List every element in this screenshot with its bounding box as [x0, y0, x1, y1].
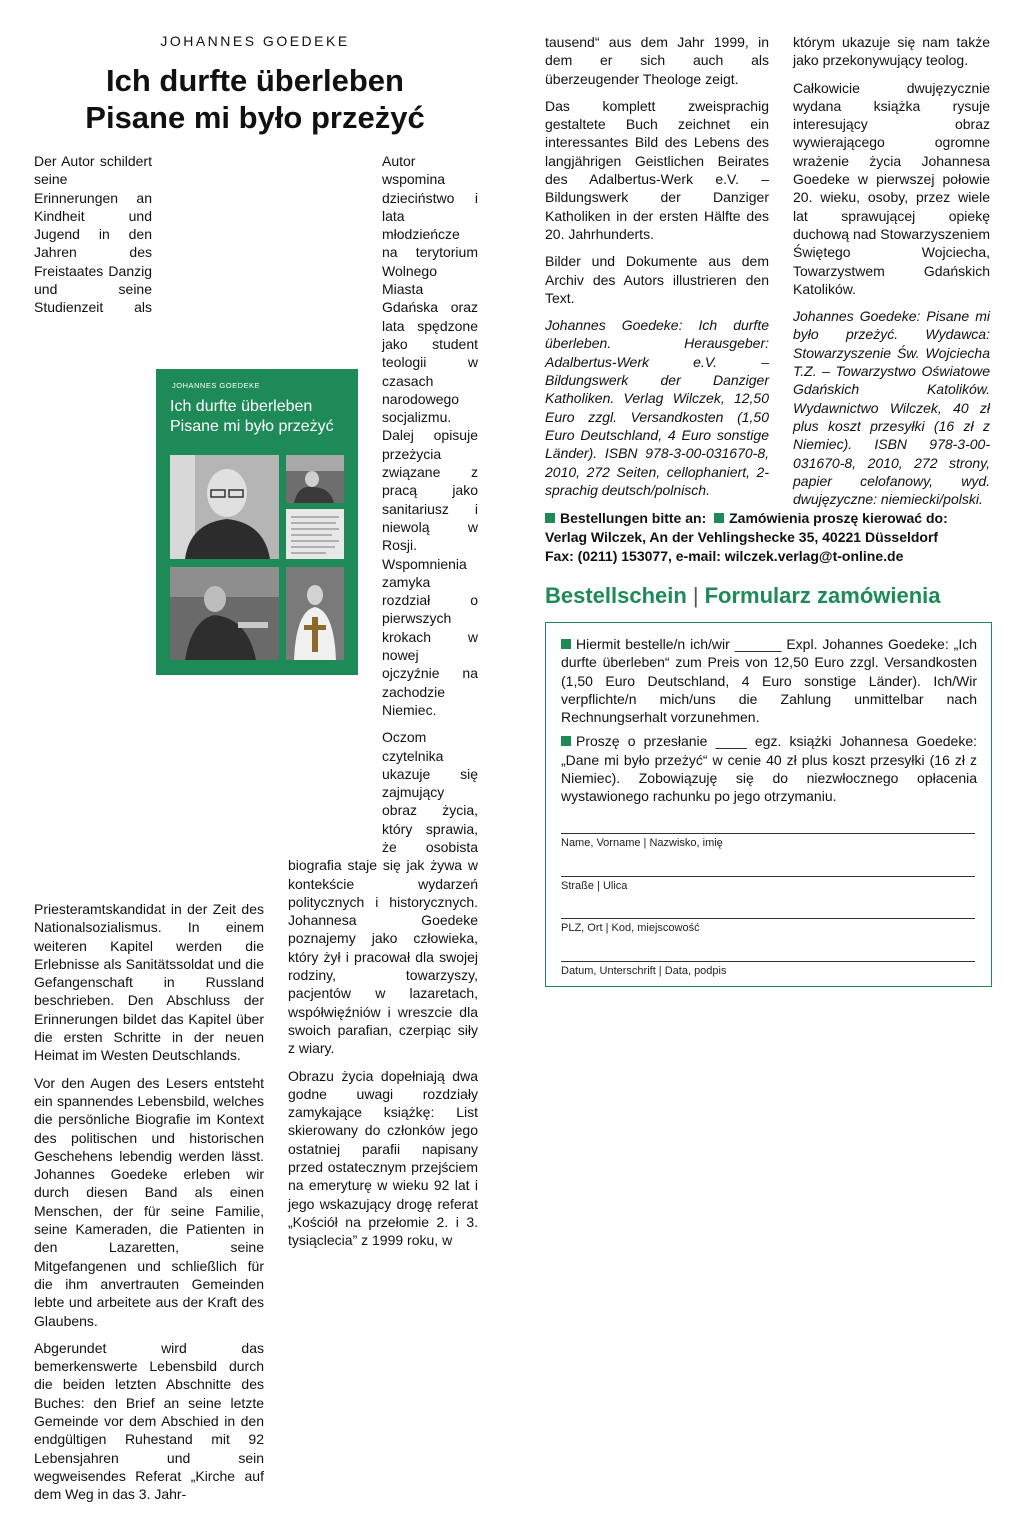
paragraph: Vor den Augen des Lesers entsteht ein spannendes Lebensbild, welches die persönliche Biografie im Kontext des politischen und historischen Geschehens lebendig werden lässt. Johannes Goedeke erleben wir durch diesen Band als einen Menschen, der für seine Familie, seine Kameraden, die Patienten in den Lazaretten, seine Mitgefangenen und schließlich für die ihm anvertrauten Gemeinden lebte und arbeitete aus der Kraft des Glaubens.: [34, 1074, 264, 1329]
green-square-icon: [561, 639, 571, 649]
signature-field-line[interactable]: [561, 961, 975, 962]
paragraph: Całkowicie dwujęzycznie wydana książka rysuje interesujący obraz wywierającego ogromne wrażenie życia Johannesa Goedeke w pierwszej połowie 20. wieku, osoby, przez wiele lat sprawującej opiekę duchową nad Stowarzyszeniem Świętego Wojciecha, Towarzystwem Gdańskich Katolików.: [793, 79, 990, 297]
heading-german: Bestellschein: [545, 583, 687, 608]
cover-author: JOHANNES GOEDEKE: [172, 381, 261, 390]
priest-photo: [286, 567, 344, 660]
cover-title-german: Ich durfte überleben: [170, 398, 313, 415]
paragraph: tausend“ aus dem Jahr 1999, in dem er sich auch als überzeugender Theologe zeigt.: [545, 34, 769, 87]
publisher-contact: Fax: (0211) 153077, e-mail: wilczek.verlag@t-online.de: [545, 548, 904, 564]
portrait-photo: [170, 455, 279, 559]
paragraph: Das komplett zweisprachig gestaltete Buch zeichnet ein interessantes Bild des Lebens des langjährigen Geistlichen Beirates des Adalbertus-Werk e.V. – Bildungswerk der Danziger Katholiken in der ersten Hälfte des 20. Jahrhunderts.: [545, 97, 769, 242]
article-title: [30, 62, 480, 136]
book-details-polish: Johannes Goedeke: Pisane mi było przeżyć. Wydawca: Stowarzyszenie Św. Wojciecha T.Z. – Towarzystwo Oświatowe Gdańskich Katolików. Wydawnictwo Wilczek, 40 zł plus koszt przesyłki (16 zł z Niemiec). ISBN 978-3-00-031670-8, 2010, 272 strony, papier celofanowy, wyd. dwujęzyczne: niemiecki/polski.: [793, 308, 990, 508]
book-cover: [156, 369, 358, 675]
paragraph: Obrazu życia dopełniają dwa godne uwagi rozdziały zamykające książkę: List skierowany do członków jego ostatniej parafii napisany przed ostatecznym przejściem na emeryturę w wieku 92 lat i jego wskazujący drogę referat „Kościół na przełomie 2. i 3. tysiąclecia” z 1999 roku, w: [288, 1067, 478, 1249]
paragraph: Bilder und Dokumente aus dem Archiv des Autors illustrieren den Text.: [545, 253, 769, 306]
order-form: [545, 622, 992, 987]
order-label-german: Bestellungen bitte an:: [560, 510, 707, 526]
title-polish: Pisane mi było przeżyć: [85, 100, 425, 135]
name-field-label: Name, Vorname | Nazwisko, imię: [561, 837, 723, 849]
heading-separator: |: [692, 583, 699, 608]
paragraph: którym ukazuje się nam także jako przekonywujący teolog.: [793, 34, 990, 69]
heading-polish: Formularz zamówienia: [704, 583, 941, 608]
title-german: Ich durfte überleben: [106, 63, 404, 98]
cover-title-polish: Pisane mi było przeżyć: [170, 418, 334, 435]
column-polish-2: [793, 33, 990, 517]
order-text-german-body: Hiermit bestelle/n ich/wir ______ Expl. Johannes Goedeke: „Ich durfte überleben“ zum Preis von 12,50 Euro zzgl. Versandkosten (1,50 Euro Deutschland, 4 Euro sonstige Länder). Ich/Wir verpflichte/n mich/uns die Zahlung unmittelbar nach Rechnungserhalt vorzunehmen.: [561, 636, 977, 726]
order-info: [545, 509, 995, 566]
column-polish-1: [288, 152, 478, 1259]
paragraph: Oczom czytelnika ukazuje się zajmujący obraz życia, który sprawia, że osobista biografia staje się jak żywa w kontekście wydarzeń politycznych i historycznych. Johannesa Goedeke poznajemy jako człowieka, który żył i pracował dla swojej rodziny, towarzyszy, pacjentów w lazaretach, współwięźniów i wreszcie dla swoich parafian, czerpiąc siły z wiary.: [288, 729, 478, 1057]
green-square-icon: [561, 736, 571, 746]
soldier-photo: [286, 455, 344, 503]
order-form-text: [561, 635, 977, 812]
name-field-line[interactable]: [561, 833, 975, 834]
author-name: JOHANNES GOEDEKE: [160, 33, 350, 49]
city-field-line[interactable]: [561, 918, 975, 919]
man-photo: [170, 567, 279, 660]
column-german-2: [545, 33, 769, 508]
book-details-german: Johannes Goedeke: Ich durfte überleben. Herausgeber: Adalbertus-Werk e.V. – Bildungswerk der Danziger Katholiken. Verlag Wilczek, 12,50 Euro zzgl. Versandkosten (1,50 Euro Deutschland, 4 Euro sonstige Länder). ISBN 978-3-00-031670-8, 2010, 272 Seiten, cellophaniert, 2-sprachig deutsch/polnisch.: [545, 317, 769, 498]
signature-field-label: Datum, Unterschrift | Data, podpis: [561, 965, 727, 977]
order-line-1: [545, 509, 995, 528]
street-field-label: Straße | Ulica: [561, 880, 628, 892]
order-text-polish: [561, 732, 977, 805]
green-square-icon: [545, 513, 555, 523]
paragraph: Der Autor schildert seine Erinnerungen an Kindheit und Jugend in den Jahren des Freistaates Danzig und seine Studienzeit als Priesteramtskandidat in der Zeit des Nationalsozialismus. In einem weiteren Kapitel werden die Erlebnisse als Sanitätssoldat und die Gefangenschaft in Russland beschrieben. Den Abschluss der Erinnerungen bildet das Kapitel über die ersten Schritte in der neuen Heimat im Westen Deutschlands.: [34, 153, 264, 1064]
green-square-icon: [714, 513, 724, 523]
publisher-address: Verlag Wilczek, An der Vehlingshecke 35, 40221 Düsseldorf: [545, 529, 939, 545]
order-text-polish-body: Proszę o przesłanie ____ egz. książki Johannesa Goedeke: „Dane mi było przeżyć“ w cenie 40 zł plus koszt przesyłki (16 zł z Niemiec). Zobowiązuję się do niezwłocznego opłacenia wystawionego rachunku po jego otrzymaniu.: [561, 733, 977, 805]
order-label-polish: Zamówienia proszę kierować do:: [729, 510, 948, 526]
city-field-label: PLZ, Ort | Kod, miejscowość: [561, 922, 700, 934]
cover-title: [170, 397, 334, 437]
order-form-heading: [545, 583, 941, 609]
order-text-german: [561, 635, 977, 726]
street-field-line[interactable]: [561, 876, 975, 877]
paragraph: Autor wspomina dzieciństwo i lata młodzieńcze na terytorium Wolnego Miasta Gdańska oraz lata spędzone jako student teologii w czasach narodowego socjalizmu. Dalej opisuje przeżycia związane z pracą jako sanitariusz i niewolą w Rosji. Wspomnienia zamyka rozdział o pierwszych krokach w nowej ojczyźnie na zachodzie Niemiec.: [382, 153, 478, 718]
document-photo: [286, 509, 344, 559]
column-german-1: [34, 152, 264, 1513]
paragraph: Abgerundet wird das bemerkenswerte Lebensbild durch die beiden letzten Abschnitte des Buches: den Brief an seine letzte Gemeinde vor dem Abschied in den endgültigen Ruhestand mit 92 Lebensjahren und sein wegweisendes Referat „Kirche auf dem Weg in das 3. Jahr-: [34, 1339, 264, 1503]
